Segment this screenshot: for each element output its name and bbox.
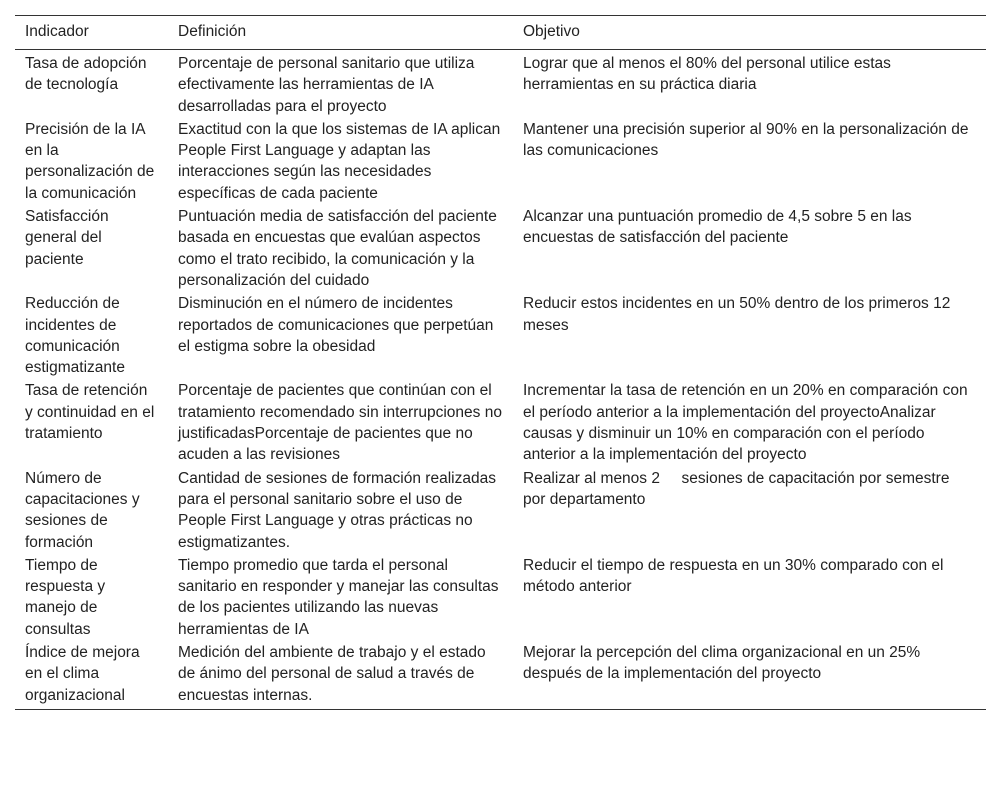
cell-objetivo: Alcanzar una puntuación promedio de 4,5 sobre 5 en las encuestas de satisfacción del paciente <box>523 208 912 247</box>
table-row <box>15 640 986 709</box>
cell-objetivo: Incrementar la tasa de retención en un 20% en comparación con el período anterior a la implementación del proyectoAnalizar causas y disminuir un 10% en comparación con el período anterior a la implementación del proyecto <box>523 382 968 464</box>
cell-definicion: Puntuación media de satisfacción del paciente basada en encuestas que evalúan aspectos como el trato recibido, la comunicación y la personalización del cuidado <box>178 208 497 289</box>
cell-indicador: Índice de mejora en el clima organizacional <box>25 644 140 704</box>
header-objetivo: Objetivo <box>523 23 580 40</box>
cell-definicion: Disminución en el número de incidentes reportados de comunicaciones que perpetúan el estigma sobre la obesidad <box>178 295 494 355</box>
cell-indicador: Tasa de adopción de tecnología <box>25 55 147 94</box>
cell-definicion: Medición del ambiente de trabajo y el estado de ánimo del personal de salud a través de encuestas internas. <box>178 644 486 704</box>
cell-indicador: Tiempo de respuesta y manejo de consultas <box>25 556 106 638</box>
cell-definicion: Cantidad de sesiones de formación realizadas para el personal sanitario sobre el uso de People First Language y otras prácticas no estigmatizantes. <box>178 469 496 551</box>
cell-definicion: Tiempo promedio que tarda el personal sanitario en responder y manejar las consultas de los pacientes utilizando las nuevas herramientas de IA <box>178 556 499 638</box>
header-indicador: Indicador <box>25 23 89 40</box>
cell-indicador: Satisfacción general del paciente <box>25 208 109 268</box>
cell-definicion: Exactitud con la que los sistemas de IA aplican People First Language y adaptan las interacciones según las necesidades específicas de cada paciente <box>178 120 501 202</box>
header-definicion: Definición <box>178 23 247 40</box>
cell-definicion: Porcentaje de pacientes que continúan con el tratamiento recomendado sin interrupciones no justificadasPorcentaje de pacientes que no acuden a las revisiones <box>178 382 502 464</box>
cell-indicador: Número de capacitaciones y sesiones de formación <box>25 469 140 551</box>
table-row <box>15 204 986 291</box>
cell-objetivo: Mantener una precisión superior al 90% en la personalización de las comunicaciones <box>523 120 969 160</box>
cell-indicador: Precisión de la IA en la personalización de la comunicación <box>25 120 155 202</box>
cell-objetivo: Realizar al menos 2 sesiones de capacitación por semestre por departamento <box>523 469 954 508</box>
table-row <box>15 117 986 204</box>
table-row <box>15 50 986 117</box>
cell-objetivo: Lograr que al menos el 80% del personal utilice estas herramientas en su práctica diaria <box>523 55 891 94</box>
indicators-table-container <box>15 15 986 710</box>
cell-objetivo: Mejorar la percepción del clima organizacional en un 25% después de la implementación del proyecto <box>523 644 921 683</box>
table-row <box>15 553 986 640</box>
cell-indicador: Tasa de retención y continuidad en el tratamiento <box>25 382 155 443</box>
cell-objetivo: Reducir el tiempo de respuesta en un 30% comparado con el método anterior <box>523 556 944 596</box>
table-row <box>15 378 986 465</box>
cell-definicion: Porcentaje de personal sanitario que utiliza efectivamente las herramientas de IA desarrolladas para el proyecto <box>178 55 475 115</box>
indicators-table <box>15 15 986 710</box>
table-header-row <box>15 16 986 50</box>
table-row <box>15 291 986 378</box>
table-row <box>15 466 986 553</box>
cell-objetivo: Reducir estos incidentes en un 50% dentro de los primeros 12 meses <box>523 295 951 334</box>
cell-indicador: Reducción de incidentes de comunicación estigmatizante <box>25 295 125 377</box>
